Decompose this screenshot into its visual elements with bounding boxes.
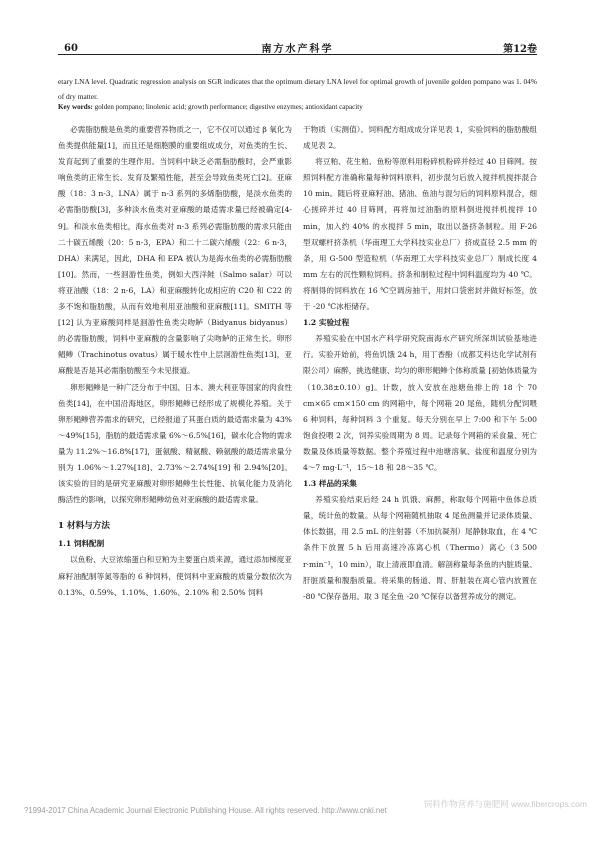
paragraph-1-2: 养殖实验在中国水产科学研究院南海水产研究所深圳试验基地进行。实验开始前，将鱼饥饿 24 h，用丁香酚（成都艾科达化学试剂有限公司）麻醉，挑选健康、均匀的卵形鲳鲹个体称质量 [初始体质量为（10.38±0.10）g]。计数，放入安放在池塘鱼排上的 18 个 70 cm×65 cm×150 cm 的网箱中，每个网箱 20 尾鱼，随机分配饲喂 6 种饲料，每种饲料 3 个重复。每天分别在早上 7:00 和下午 5:00 饱食投喂 2 次，饲养实验周期为 8 周。记录每个网箱的采食量、死亡数量及体质量等数据。整个养殖过程中池塘溶氧、盐度和温度分别为 4～7 mg·L⁻¹，15～18 和 28～35 ℃。 (303, 334, 537, 472)
copyright-line: ?1994-2017 China Academic Journal Electronic Publishing House. All rights reserved. http://www.cnki.net (24, 806, 387, 815)
keywords (58, 102, 537, 113)
keywords-label: Key words: (58, 103, 93, 111)
paragraph-1-3: 养殖实验结束后经 24 h 饥饿、麻醉，称取每个网箱中鱼体总质量，统计鱼的数量。从每个网箱随机抽取 4 尾鱼测量并记录体质量、体长数据，用 2.5 mL 的注射器（不加抗凝剂）尾静脉取血，在 4 ℃条件下放置 5 h 后用高速冷冻离心机（Thermo）离心（3 500 r·min⁻¹，10 min），取上清液即血清。解剖称量每条鱼的内脏质量、肝脏质量和腹脂质量。将采集的肠道、胃、肝脏装在离心管内放置在 -80 ℃保存备用。取 3 尾全鱼 -20 ℃保存以备营养成分的测定。 (303, 495, 537, 601)
paragraph-1-1-continued: 干物质（实测值）。饲料配方组成成分详见表 1，实验饲料的脂肪酸组成见表 2。 (303, 125, 537, 151)
left-column (58, 122, 292, 601)
paragraph-1-1-b: 将豆粕、花生粕、鱼粉等原料用粉碎机粉碎并经过 40 目筛网。按照饲料配方准确称量每种饲料原料，初步混匀后放入搅拌机搅拌混合 10 min。随后将亚麻籽油、猪油、鱼油与混匀后的饲料原料混合，细心搓碎并过 40 目筛网，再将加过油脂的原料倒进搅拌机搅拌 10 min，加入约 40% 的水搅拌 5 min，取出以备挤条制粒。用 F-26 型双螺杆挤条机（华南理工大学科技实业总厂）挤成直径 2.5 mm 的条，用 G-500 型造粒机（华南理工大学科技实业总厂）制成长度 4 mm 左右的沉性颗粒饲料。挤条和制粒过程中饲料温度均为 40 ℃。将制得的饲料放在 16 ℃空调房抽干，用封口袋密封并做好标签，放于 -20 ℃冰柜储存。 (303, 157, 537, 312)
abstract-tail: etary LNA level. Quadratic regression analysis on SGR indicates that the optimum dietary LNA level for optimal growth of juvenile golden pompano was 1. 04% of dry matter. (58, 77, 537, 101)
subsection-heading-1-3: 1.3 样品的采集 (303, 479, 357, 489)
section-heading-methods: 1 材料与方法 (58, 521, 110, 532)
intro-paragraph-1: 必需脂肪酸是鱼类的重要营养物质之一，它不仅可以通过 β 氧化为鱼类提供能量[1]，而且还是细胞膜的重要组成成分，对鱼类的生长、发育起到了重要的生理作用。当饲料中缺乏必需脂肪酸时，会严重影响鱼类的正常生长、发育及繁殖性能，甚至会导致鱼类死亡[2]。亚麻酸（18：3 n-3，LNA）属于 n-3 系列的多烯脂肪酸，是淡水鱼类的必需脂肪酸[3]，多种淡水鱼类对亚麻酸的最适需求量已经被确定[4-9]。和淡水鱼类相比，海水鱼类对 n-3 系列必需脂肪酸的需求只能由二十碳五烯酸（20：5 n-3，EPA）和二十二碳六烯酸（22：6 n-3，DHA）来满足，因此，DHA 和 EPA 被认为是海水鱼类的必需脂肪酸[10]。然而，一些洄游性鱼类，例如大西洋鲑（Salmo salar）可以将亚油酸（18：2 n-6，LA）和亚麻酸转化成相应的 C20 和 C22 的多不饱和脂肪酸，从而有效地利用亚油酸和亚麻酸[11]。SMITH 等[12] 认为亚麻酸同样是洄游性鱼类尖吻鲈（Bidyanus bidyanus）的必需脂肪酸，饲料中亚麻酸的含量影响了尖吻鲈的正常生长。卵形鲳鲹（Trachinotus ovatus）属于暖水性中上层洄游性鱼类[13]，亚麻酸是否是其必需脂肪酸至今未见报道。 (58, 125, 292, 376)
page-number: 60 (64, 43, 78, 54)
subsection-heading-1-2: 1.2 实验过程 (303, 318, 350, 328)
subsection-heading-1-1: 1.1 饲料配制 (58, 539, 105, 549)
running-header (58, 40, 537, 55)
watermark: 饲料作物营养与施肥网 www.fibercrops.com (423, 799, 587, 809)
volume-label: 第12卷 (503, 44, 537, 55)
right-column (303, 122, 537, 605)
page-footer (0, 799, 595, 818)
intro-paragraph-2: 卵形鲳鲹是一种广泛分布于中国、日本、澳大利亚等国家的肉食性鱼类[14]，在中国沿海地区，卵形鲳鲹已经形成了规模化养殖。关于卵形鲳鲹营养需求的研究，已经报道了其蛋白质的最适需求量为 43%～49%[15]，脂肪的最适需求量 6%～6.5%[16]，碳水化合物的需求量为 11.2%～16.8%[17]，蛋氨酸、精氨酸、赖氨酸的最适需求量分别为 1.06%～1.27%[18]、2.73%～2.74%[19] 和 2.94%[20]。该实验的目的是研究亚麻酸对卵形鲳鲹生长性能、抗氧化能力及消化酶活性的影响，以探究卵形鲳鲹幼鱼对亚麻酸的最适需求量。 (58, 382, 292, 505)
keywords-text: golden pompano; linolenic acid; growth performance; digestive enzymes; antioxidant capacity (94, 103, 363, 111)
journal-name: 南方水产科学 (261, 44, 334, 55)
paragraph-1-1: 以鱼粉、大豆浓缩蛋白和豆粕为主要蛋白质来源，通过添加梯度亚麻籽油配制等氮等脂的 6 种饲料，使饲料中亚麻酸的质量分数依次为 0.13%、0.59%、1.10%、1.60%、2.10% 和 2.50% 饲料 (58, 555, 292, 597)
